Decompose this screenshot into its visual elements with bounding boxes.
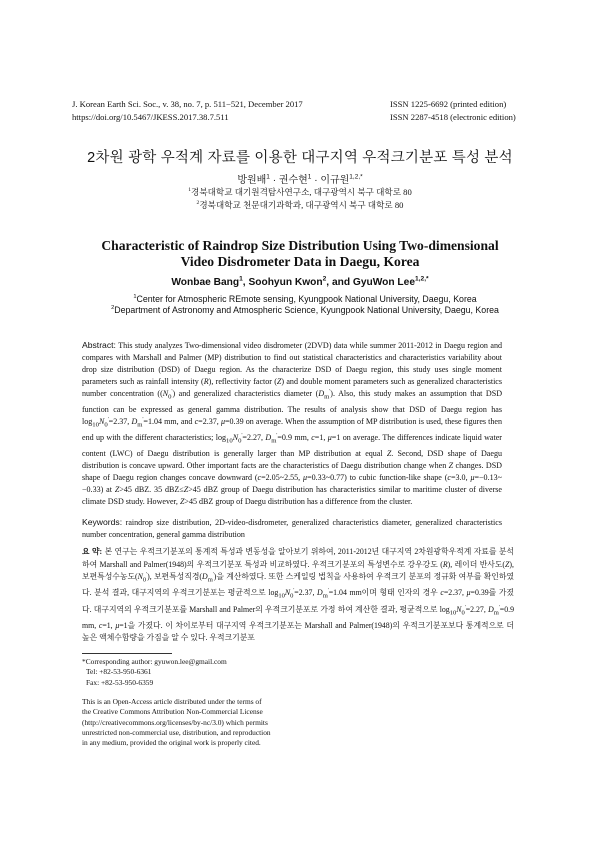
english-author-2: Soohyun Kwon (248, 277, 323, 288)
korean-author-3: 이규원 (320, 175, 350, 186)
doi-link[interactable]: https://doi.org/10.5467/JKESS.2017.38.7.511 (72, 112, 229, 122)
issn-block (390, 98, 516, 124)
korean-author-1: 방원배 (237, 175, 267, 186)
footnote-divider (82, 653, 172, 654)
english-affiliation-1: $^1$Center for Atmospheric REmote sensing, Kyungpook National University, Daegu, Korea (133, 294, 477, 304)
english-authors: Wonbae Bang$^1$, Soohyun Kwon$^2$, and GyuWon Lee$^{1,2,*}$ (171, 275, 429, 288)
korean-abstract-label: 요 약: (82, 547, 103, 556)
english-author-1: Wonbae Bang (171, 277, 240, 288)
abstract: Abstract: This study analyzes Two-dimensional video disdrometer (2DVD) data while summer 2011-2012 in Daegu region and compares with Marshall and Palmer (MP) distribution to find out statistical characteristics and characteristics variability about drop size distribution (DSD) of Daegu region. As the characterize DSD of Daegu region, this study uses single moment parameters such as rainfall intensity (R), reflectivity factor (Z) and double moment parameters such as generalized characteristics number concentration ($(N_0')$ and generalized characteristics diameter $(D_m')$. Also, this study makes an assumption that DSD function can be expressed as general gamma distribution. The results of analysis show that DSD of Daegu region has $\log_{10}N_0'=2.37$, $D_m'=1.04$ mm, and c=2.37, μ=0.39 on average. When the assumption of MP distribution is used, these figures then end up with the different characteristics; $\log_{10}N_0'=2.27$, $D_m'=0.9$ mm, c=1, μ=1 on average. The differences indicate liquid water content (LWC) of Daegu distribution is generally larger than MP distribution at equal Z. Second, DSD shape of Daegu distribution is concave upward. Other important facts are the characteristics of Daegu distribution change when Z changes. DSD shape of Daegu region changes concave downward (c=2.05~2.55, μ=0.33~0.77) to cubic function-like shape (c=3.0, μ=−0.13~ −0.33) at Z>45 dBZ. 35 dBZ≤Z>45 dBZ group of Daegu distribution has characteristics similar to maritime cluster of diverse climate DSD study. However, Z>45 dBZ group of Daegu distribution has a difference from the cluster. (82, 340, 503, 506)
english-affiliations (60, 294, 550, 316)
korean-title: 2차원 광학 우적계 자료를 이용한 대구지역 우적크기분포 특성 분석 (87, 150, 513, 166)
korean-affiliation-1: $^1$경북대학교 대기원격탐사연구소, 대구광역시 북구 대학로 80 (188, 187, 412, 197)
korean-affiliation-2: $^2$경북대학교 천문대기과학과, 대구광역시 북구 대학로 80 (196, 200, 404, 210)
license-notice: This is an Open-Access article distributed under the terms of the Creative Commons Attribution Non-Commercial License (http://creativecommons.org/licenses/by-nc/3.0) which permits unrestricted non-commercial use, distribution, and reproduction in any medium, provided the original work is properly cited. (82, 697, 271, 748)
corresponding-author-footnote (82, 657, 227, 688)
english-author-3: GyuWon Lee (352, 277, 415, 288)
corresponding-fax: Fax: +82-53-950-6359 (86, 677, 154, 687)
keywords (82, 516, 502, 541)
korean-affiliations (0, 186, 600, 212)
abstract-label: Abstract: (82, 340, 116, 350)
korean-abstract: 요 약: 본 연구는 우적크기분포의 통계적 특성과 변동성을 알아보기 위하여, 2011-2012년 대구지역 2차원광학우적계 자료를 분석하여 Marshall and Palmer(1948)의 우적크기분포 특성과 비교하였다. 우적크기분포의 특성변수로 강우강도 (R), 레이더 반사도(Z), 보편특성수농도$(N_0')$, 보편특성직경$(D_m')$을 계산하였다. 또한 스케일링 법칙을 사용하여 우적크기 분포의 정규화 여부를 확인하였다. 분석 결과, 대구지역의 우적크기분포는 평균적으로 $\log_{10}N_0'=2.37$, $D_m'=1.04$ mm이며 형태 인자의 경우 c=2.37, μ=0.39를 가졌다. 대구지역의 우적크기분포를 Marshall and Palmer의 우적크기분포로 가정 하여 계산한 결과, 평균적으로 $\log_{10}N_0'=2.27$, $D_m'=0.9$ mm, c=1, μ=1을 가졌다. 이 차이로부터 대구지역 우적크기분포는 Marshall and Palmer(1948)의 우적크기분포보다 통계적으로 더 높은 액체수함량을 가짐을 알 수 있다. 우적크기분포 (82, 547, 515, 643)
english-affiliation-2: $^2$Department of Astronomy and Atmospheric Science, Kyungpook National University, Daegu, Korea (111, 305, 499, 315)
korean-authors: 방원배$^1$ · 권수현$^1$ · 이규원$^{1,2,*}$ (237, 173, 363, 186)
korean-author-2: 권수현 (278, 175, 308, 186)
corresponding-tel: Tel: +82-53-950-6361 (86, 667, 152, 677)
journal-citation: J. Korean Earth Sci. Soc., v. 38, no. 7, p. 511−521, December 2017 (72, 99, 303, 109)
corresponding-email[interactable]: *Corresponding author: gyuwon.lee@gmail.com (82, 657, 227, 666)
keywords-text: raindrop size distribution, 2D-video-disdrometer, generalized characteristics diameter, generalized characteristics number concentration, general gamma distribution (82, 518, 502, 540)
english-title: Characteristic of Raindrop Size Distribution Using Two-dimensional Video Disdrometer Data in Daegu, Korea (101, 238, 499, 269)
keywords-label: Keywords: (82, 517, 123, 527)
issn-print: ISSN 1225-6692 (printed edition) (390, 99, 507, 109)
journal-header (72, 98, 303, 124)
issn-electronic: ISSN 2287-4518 (electronic edition) (390, 112, 516, 122)
